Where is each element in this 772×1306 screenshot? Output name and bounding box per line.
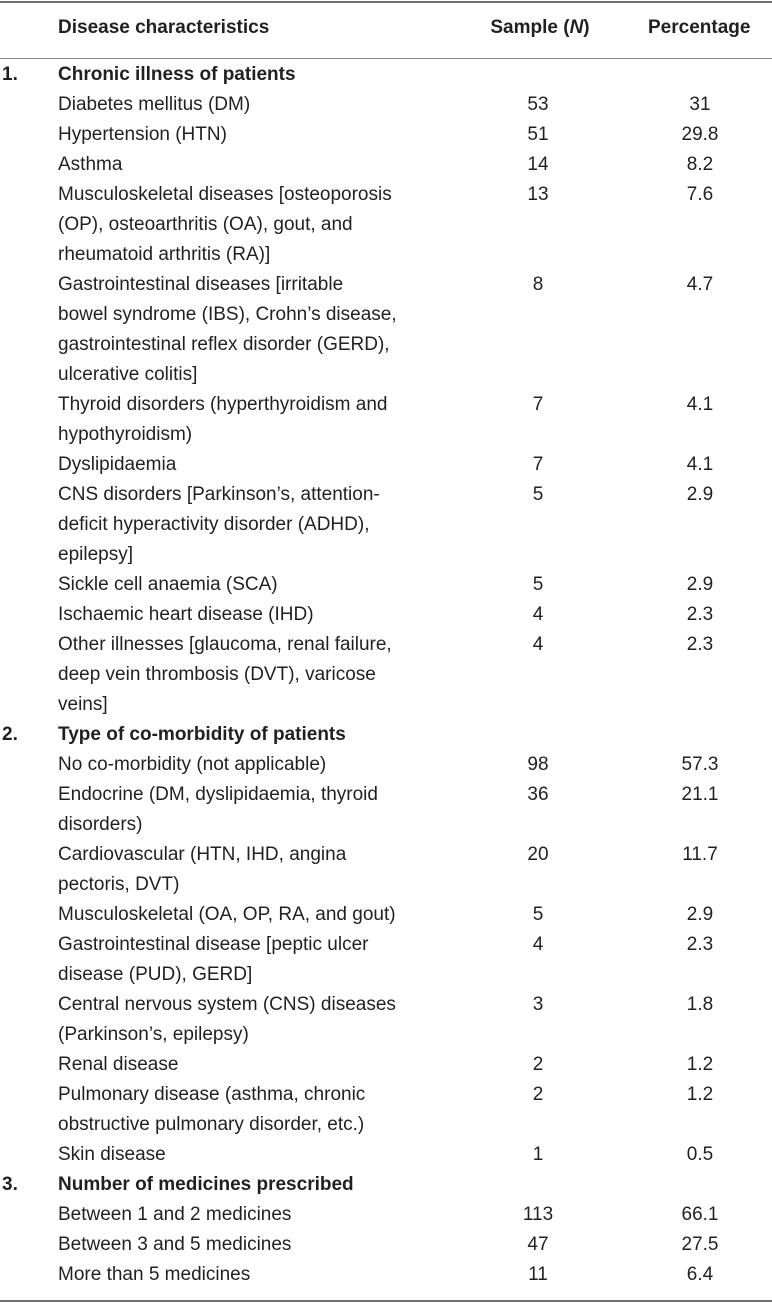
header-sample: Sample (N) (490, 17, 590, 38)
row-label (58, 180, 448, 270)
row-sample: 47 (527, 1234, 549, 1255)
table-row (0, 780, 772, 840)
table-row (0, 570, 772, 600)
row-label (58, 930, 448, 990)
row-indent (0, 990, 58, 1050)
row-percentage: 4.1 (686, 394, 714, 415)
row-percentage: 2.3 (686, 634, 714, 655)
row-sample: 13 (527, 184, 549, 205)
row-label-line: veins] (58, 694, 108, 715)
row-percentage: 29.8 (681, 124, 719, 145)
row-label (58, 120, 448, 150)
row-label (58, 750, 448, 780)
table-row (0, 480, 772, 570)
row-label (58, 480, 448, 570)
row-label-line: Musculoskeletal diseases [osteoporosis (58, 184, 392, 205)
row-label (58, 1080, 448, 1140)
row-label-line: Pulmonary disease (asthma, chronic (58, 1084, 366, 1105)
row-indent (0, 1080, 58, 1140)
row-label (58, 780, 448, 840)
row-label (58, 1140, 448, 1170)
row-percentage: 7.6 (686, 184, 714, 205)
row-label (58, 630, 448, 720)
row-label-line: (OP), osteoarthritis (OA), gout, and (58, 214, 353, 235)
row-label-line: deep vein thrombosis (DVT), varicose (58, 664, 376, 685)
table-row (0, 150, 772, 180)
section-number: 3. (2, 1174, 18, 1195)
table-row (0, 1230, 772, 1260)
table-row (0, 120, 772, 150)
row-indent (0, 1050, 58, 1080)
row-indent (0, 390, 58, 450)
row-indent (0, 570, 58, 600)
table-row (0, 990, 772, 1050)
row-indent (0, 930, 58, 990)
row-label-line: hypothyroidism) (58, 424, 193, 445)
row-label-line: ulcerative colitis] (58, 364, 198, 385)
row-label-line: Renal disease (58, 1054, 179, 1075)
row-indent (0, 600, 58, 630)
table-row (0, 90, 772, 120)
row-sample: 7 (532, 394, 544, 415)
row-label (58, 1260, 448, 1290)
section-title: Chronic illness of patients (58, 64, 296, 85)
row-sample: 5 (532, 904, 544, 925)
row-sample: 4 (532, 604, 544, 625)
row-label-line: Dyslipidaemia (58, 454, 177, 475)
row-sample: 36 (527, 784, 549, 805)
section-title: Type of co-morbidity of patients (58, 724, 346, 745)
row-indent (0, 840, 58, 900)
table-row (0, 450, 772, 480)
row-label-line: Musculoskeletal (OA, OP, RA, and gout) (58, 904, 396, 925)
row-sample: 4 (532, 634, 544, 655)
row-percentage: 2.9 (686, 484, 714, 505)
section-row (0, 60, 772, 90)
row-label-line: obstructive pulmonary disorder, etc.) (58, 1114, 365, 1135)
table-row (0, 270, 772, 390)
row-label-line: CNS disorders [Parkinson’s, attention- (58, 484, 380, 505)
section-row (0, 1170, 772, 1200)
row-percentage: 2.3 (686, 604, 714, 625)
table-body (0, 60, 772, 1290)
row-indent (0, 630, 58, 720)
row-label-line: Sickle cell anaemia (SCA) (58, 574, 278, 595)
row-label-line: gastrointestinal reflex disorder (GERD), (58, 334, 390, 355)
row-label (58, 90, 448, 120)
row-indent (0, 450, 58, 480)
row-label-line: Central nervous system (CNS) diseases (58, 994, 396, 1015)
row-sample: 4 (532, 934, 544, 955)
table-row (0, 1260, 772, 1290)
table-header (0, 0, 772, 58)
row-percentage: 11.7 (682, 844, 718, 865)
section-number: 1. (2, 64, 18, 85)
row-indent (0, 1260, 58, 1290)
section-title: Number of medicines prescribed (58, 1174, 354, 1195)
row-sample: 53 (527, 94, 549, 115)
table-row (0, 1050, 772, 1080)
row-label (58, 900, 448, 930)
row-percentage: 57.3 (681, 754, 719, 775)
row-indent (0, 270, 58, 390)
row-label (58, 990, 448, 1050)
row-sample: 14 (527, 154, 549, 175)
table-row (0, 630, 772, 720)
row-indent (0, 900, 58, 930)
row-sample: 2 (532, 1084, 544, 1105)
row-label (58, 390, 448, 450)
row-label-line: More than 5 medicines (58, 1264, 251, 1285)
row-sample: 5 (532, 574, 544, 595)
row-indent (0, 90, 58, 120)
row-label (58, 150, 448, 180)
table-row (0, 600, 772, 630)
table-row (0, 390, 772, 450)
row-percentage: 0.5 (686, 1144, 714, 1165)
row-label-line: Gastrointestinal disease [peptic ulcer (58, 934, 369, 955)
table-bottom-rule (0, 1300, 772, 1302)
row-indent (0, 1200, 58, 1230)
row-label-line: Skin disease (58, 1144, 166, 1165)
row-indent (0, 480, 58, 570)
row-sample: 1 (532, 1144, 544, 1165)
row-label-line: Between 1 and 2 medicines (58, 1204, 292, 1225)
table-row (0, 1080, 772, 1140)
row-label-line: rheumatoid arthritis (RA)] (58, 244, 271, 265)
row-label-line: Ischaemic heart disease (IHD) (58, 604, 314, 625)
row-percentage: 21.1 (681, 784, 719, 805)
row-label (58, 1200, 448, 1230)
row-sample: 51 (527, 124, 549, 145)
table-row (0, 1200, 772, 1230)
row-percentage: 1.8 (686, 994, 714, 1015)
row-label-line: Diabetes mellitus (DM) (58, 94, 251, 115)
row-sample: 2 (532, 1054, 544, 1075)
table-row (0, 930, 772, 990)
row-label-line: bowel syndrome (IBS), Crohn’s disease, (58, 304, 397, 325)
row-label-line: disorders) (58, 814, 143, 835)
table-row (0, 180, 772, 270)
row-percentage: 2.9 (686, 574, 714, 595)
row-label-line: Between 3 and 5 medicines (58, 1234, 292, 1255)
row-sample: 8 (532, 274, 544, 295)
row-indent (0, 180, 58, 270)
row-indent (0, 150, 58, 180)
row-sample: 98 (527, 754, 549, 775)
row-label-line: epilepsy] (58, 544, 133, 565)
row-percentage: 66.1 (681, 1204, 719, 1225)
header-rule (0, 58, 772, 59)
table-row (0, 750, 772, 780)
row-label-line: Cardiovascular (HTN, IHD, angina (58, 844, 347, 865)
row-indent (0, 1230, 58, 1260)
row-label-line: Other illnesses [glaucoma, renal failure, (58, 634, 392, 655)
row-percentage: 4.1 (686, 454, 714, 475)
section-number: 2. (2, 724, 18, 745)
row-label (58, 450, 448, 480)
row-indent (0, 750, 58, 780)
row-label-line: Hypertension (HTN) (58, 124, 227, 145)
row-label (58, 1230, 448, 1260)
table-row (0, 900, 772, 930)
row-label (58, 570, 448, 600)
row-percentage: 6.4 (686, 1264, 714, 1285)
row-percentage: 8.2 (686, 154, 714, 175)
header-percentage: Percentage (648, 17, 751, 38)
row-label (58, 270, 448, 390)
table-row (0, 1140, 772, 1170)
row-label-line: Endocrine (DM, dyslipidaemia, thyroid (58, 784, 378, 805)
row-percentage: 1.2 (686, 1084, 714, 1105)
row-sample: 113 (522, 1204, 554, 1225)
row-percentage: 1.2 (686, 1054, 714, 1075)
row-indent (0, 120, 58, 150)
row-percentage: 2.9 (686, 904, 714, 925)
row-label-line: Thyroid disorders (hyperthyroidism and (58, 394, 388, 415)
row-sample: 3 (532, 994, 544, 1015)
row-label (58, 1050, 448, 1080)
section-row (0, 720, 772, 750)
row-label (58, 600, 448, 630)
table-row (0, 840, 772, 900)
row-label-line: (Parkinson’s, epilepsy) (58, 1024, 249, 1045)
row-sample: 5 (532, 484, 544, 505)
header-characteristics: Disease characteristics (58, 17, 270, 38)
row-percentage: 4.7 (686, 274, 714, 295)
row-indent (0, 1140, 58, 1170)
row-indent (0, 780, 58, 840)
row-label-line: pectoris, DVT) (58, 874, 180, 895)
row-percentage: 31 (689, 94, 711, 115)
row-percentage: 2.3 (686, 934, 714, 955)
row-sample: 11 (528, 1264, 548, 1285)
row-label-line: disease (PUD), GERD] (58, 964, 253, 985)
row-sample: 7 (532, 454, 544, 475)
row-sample: 20 (527, 844, 549, 865)
row-percentage: 27.5 (681, 1234, 719, 1255)
row-label (58, 840, 448, 900)
row-label-line: Asthma (58, 154, 123, 175)
row-label-line: Gastrointestinal diseases [irritable (58, 274, 344, 295)
row-label-line: deficit hyperactivity disorder (ADHD), (58, 514, 370, 535)
row-label-line: No co-morbidity (not applicable) (58, 754, 327, 775)
